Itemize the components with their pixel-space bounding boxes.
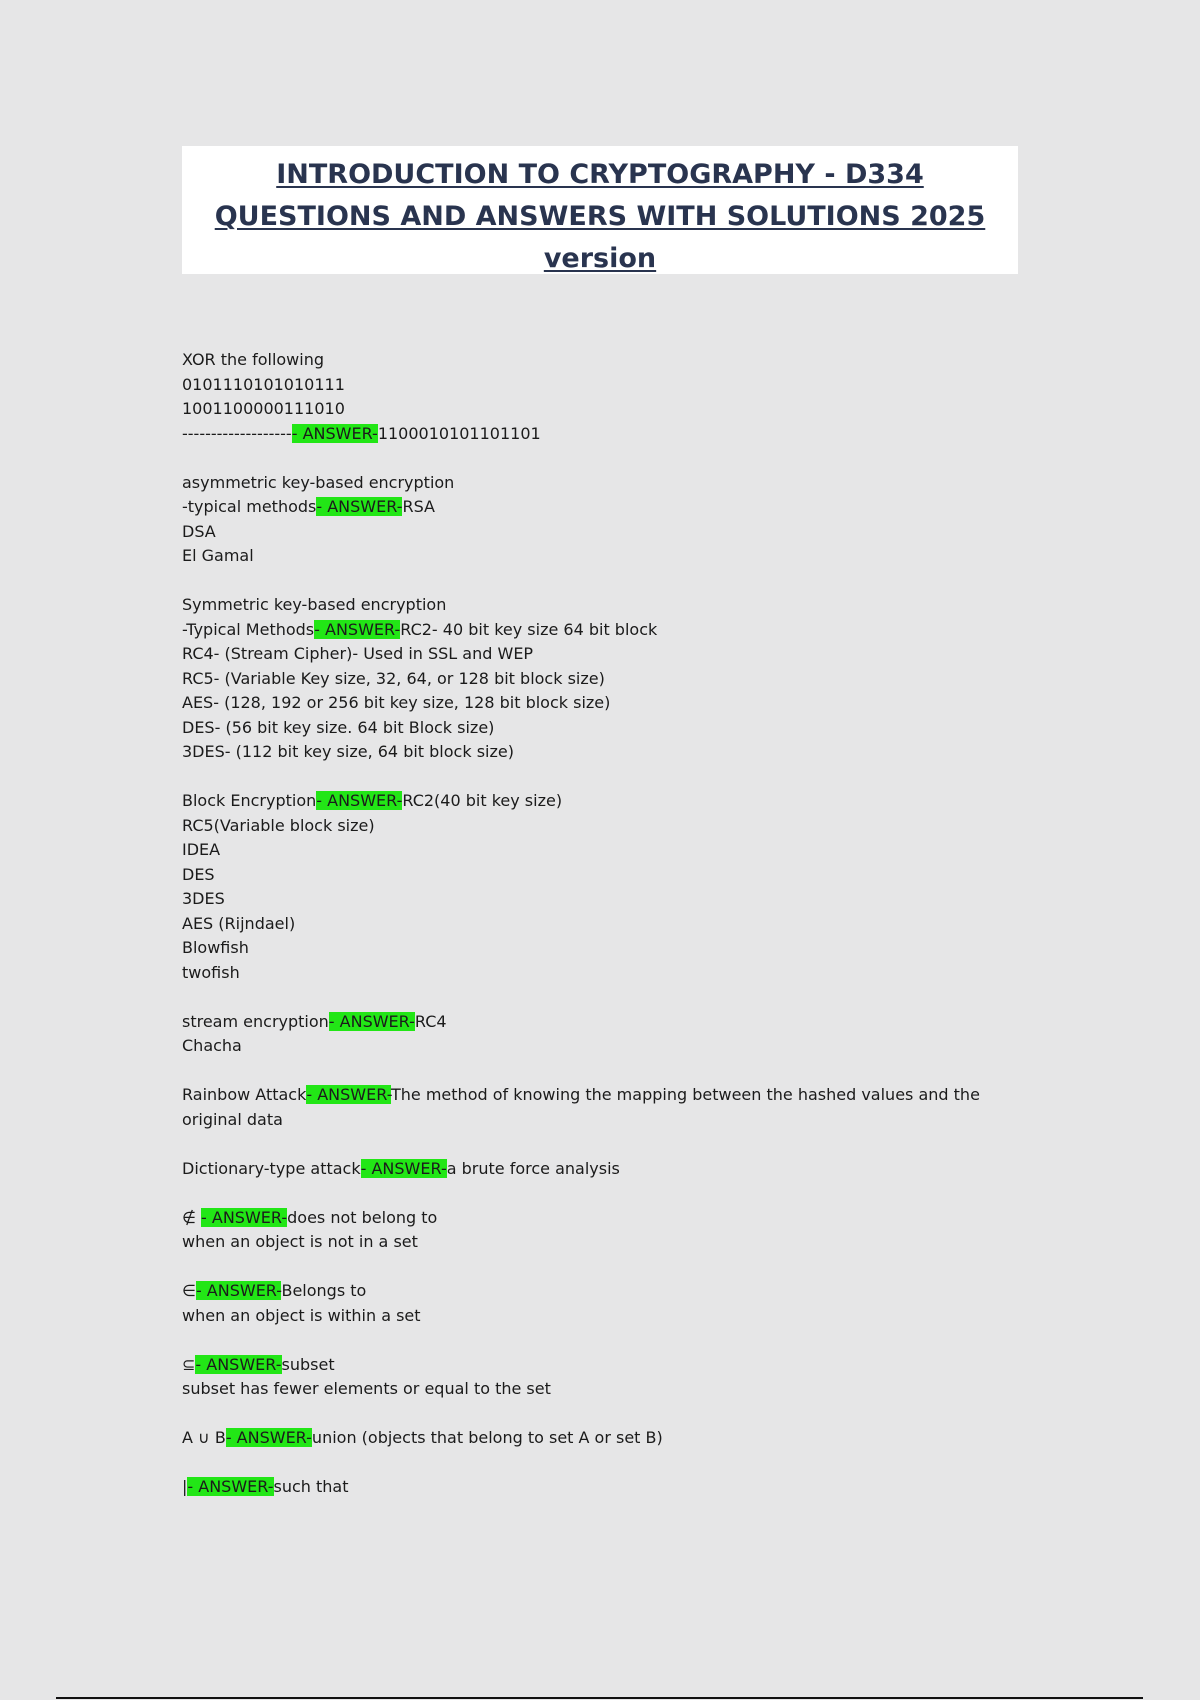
answer-marker: - ANSWER-: [195, 1281, 282, 1300]
question-text: -------------------: [182, 423, 292, 443]
answer-line: RC5- (Variable Key size, 32, 64, or 128 bit block size): [182, 668, 605, 688]
answer-marker: - ANSWER-: [314, 619, 401, 639]
answer-text: subset: [281, 1354, 335, 1374]
answer-marker: - ANSWER-: [201, 1207, 288, 1227]
title-box: [182, 146, 1018, 274]
question-answer-line: [182, 1353, 1022, 1378]
question-line: XOR the following: [182, 350, 325, 369]
answer-line: subset has fewer elements or equal to the set: [182, 1379, 551, 1398]
answer-marker: - ANSWER-: [360, 1158, 447, 1178]
answer-line: AES- (128, 192 or 256 bit key size, 128 bit block size): [182, 693, 611, 712]
qa-entry: [182, 348, 1022, 446]
question-answer-line: [182, 1206, 1022, 1231]
answer-line: RC4- (Stream Cipher)- Used in SSL and WEP: [182, 644, 534, 663]
answer-line: El Gamal: [182, 546, 254, 565]
answer-marker: - ANSWER-: [316, 791, 403, 810]
question-answer-line: [182, 1157, 1022, 1182]
qa-entry: [182, 1475, 1022, 1500]
answer-line: DSA: [182, 521, 216, 541]
answer-marker: - ANSWER-: [195, 1354, 282, 1374]
answer-line: IDEA: [182, 840, 221, 859]
title-line-3: version: [543, 243, 657, 274]
question-answer-line: [182, 1426, 1022, 1451]
question-text: ∉: [182, 1207, 202, 1227]
question-text: Rainbow Attack: [182, 1085, 307, 1104]
answer-text: Belongs to: [281, 1281, 367, 1300]
qa-entry: [182, 1157, 1022, 1182]
answer-text: RC2- 40 bit key size 64 bit block: [400, 619, 658, 639]
answer-text: RSA: [402, 497, 435, 516]
answer-text: RC2(40 bit key size): [402, 791, 563, 810]
answer-marker: - ANSWER-: [291, 423, 378, 443]
qa-entry: [182, 471, 1022, 569]
qa-entry: [182, 1353, 1022, 1402]
question-answer-line: [182, 1475, 1022, 1500]
question-text: |: [182, 1477, 188, 1496]
question-answer-line: [182, 1083, 1022, 1132]
question-text: stream encryption: [182, 1011, 329, 1031]
answer-text: union (objects that belong to set A or set B): [311, 1428, 663, 1447]
answer-text: 1100010101101101: [377, 423, 541, 443]
question-answer-line: [182, 495, 1022, 520]
answer-line: Chacha: [182, 1036, 242, 1055]
question-answer-line: [182, 1010, 1022, 1035]
qa-entry: [182, 1010, 1022, 1059]
answer-line: Blowfish: [182, 938, 249, 957]
question-answer-line: [182, 618, 1022, 643]
answer-line: DES- (56 bit key size. 64 bit Block size): [182, 717, 495, 737]
qa-entry: [182, 1426, 1022, 1451]
title-line-1: INTRODUCTION TO CRYPTOGRAPHY - D334: [276, 159, 924, 190]
qa-content: [182, 348, 1022, 1524]
question-text: A ∪ B: [182, 1428, 226, 1447]
question-text: -Typical Methods: [182, 619, 315, 639]
answer-line: 3DES: [182, 889, 225, 908]
answer-text: such that: [273, 1477, 349, 1496]
answer-line: RC5(Variable block size): [182, 815, 375, 835]
title-line-2: QUESTIONS AND ANSWERS WITH SOLUTIONS 2025: [214, 201, 986, 232]
answer-line: when an object is within a set: [182, 1305, 421, 1325]
question-text: ∈: [182, 1281, 196, 1300]
answer-text: does not belong to: [287, 1207, 438, 1227]
answer-line: 3DES- (112 bit key size, 64 bit block size): [182, 742, 514, 761]
answer-line: twofish: [182, 962, 240, 982]
answer-line: DES: [182, 864, 215, 884]
answer-marker: - ANSWER-: [328, 1011, 415, 1031]
question-line: Symmetric key-based encryption: [182, 595, 447, 614]
qa-entry: [182, 789, 1022, 985]
answer-marker: - ANSWER-: [225, 1428, 312, 1447]
question-text: -typical methods: [182, 497, 317, 516]
answer-text: a brute force analysis: [446, 1158, 620, 1178]
question-answer-line: [182, 1279, 1022, 1304]
question-line: 0101110101010111: [182, 374, 345, 394]
question-text: Block Encryption: [182, 791, 317, 810]
question-text: Dictionary-type attack: [182, 1158, 361, 1178]
answer-line: when an object is not in a set: [182, 1232, 418, 1251]
question-line: 1001100000111010: [182, 399, 345, 418]
question-answer-line: [182, 422, 1022, 447]
answer-text: The method of knowing the mapping between the hashed values and the original data: [182, 1085, 980, 1129]
qa-entry: [182, 1279, 1022, 1328]
answer-text: RC4: [414, 1011, 447, 1031]
answer-line: AES (Rijndael): [182, 913, 296, 933]
qa-entry: [182, 1083, 1022, 1132]
qa-entry: [182, 593, 1022, 765]
page-bottom-rule: [56, 1697, 1143, 1699]
question-text: ⊆: [182, 1354, 196, 1374]
qa-entry: [182, 1206, 1022, 1255]
answer-marker: - ANSWER-: [316, 497, 403, 516]
answer-marker: - ANSWER-: [306, 1085, 391, 1104]
answer-marker: - ANSWER-: [187, 1477, 274, 1496]
question-answer-line: [182, 789, 1022, 814]
question-line: asymmetric key-based encryption: [182, 472, 455, 492]
